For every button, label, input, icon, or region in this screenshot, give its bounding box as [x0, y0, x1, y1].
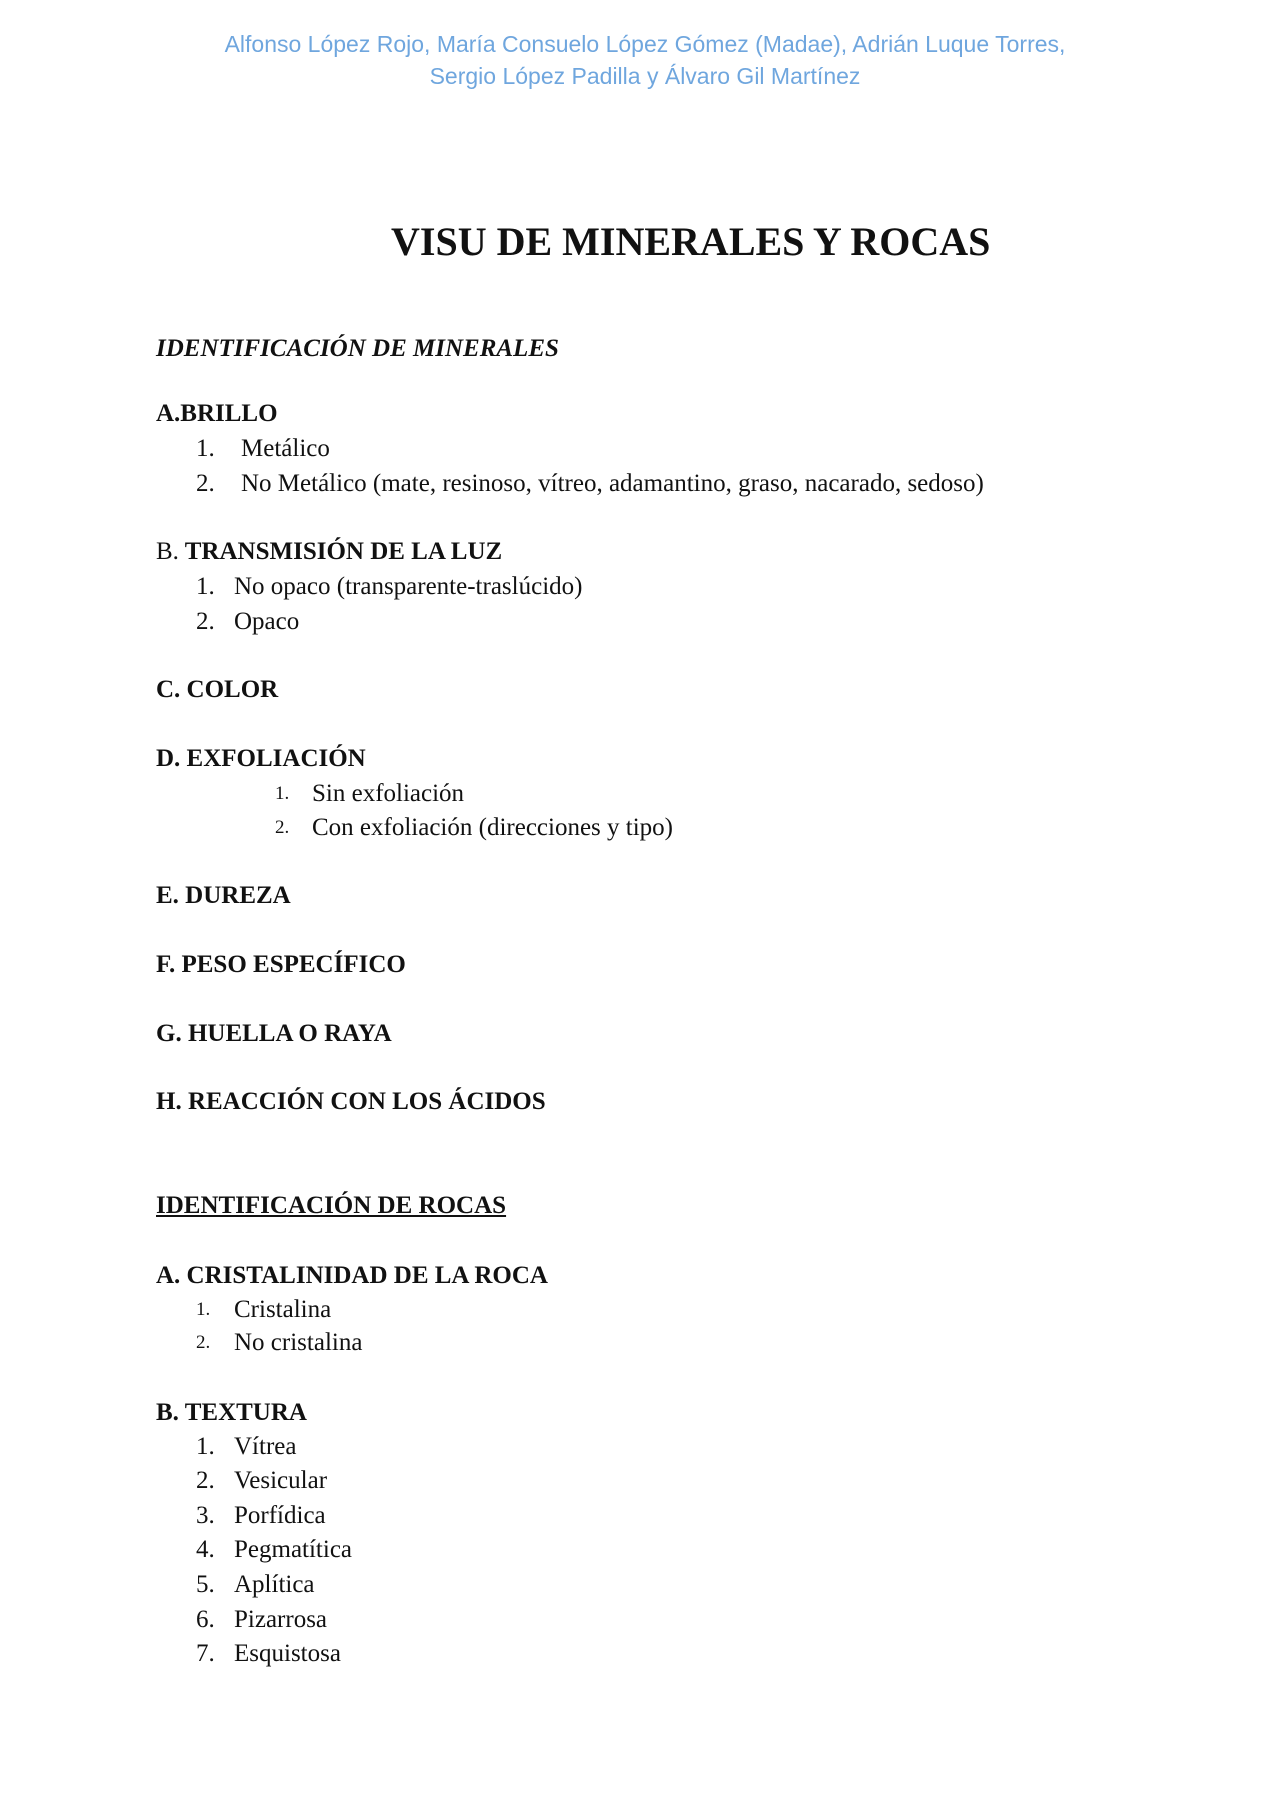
- heading-brillo: A.BRILLO: [156, 400, 278, 427]
- heading-prefix: B.: [156, 538, 179, 565]
- heading-peso-especifico: F. PESO ESPECÍFICO: [156, 951, 406, 978]
- list-number: 2.: [196, 608, 215, 635]
- list-number: 3.: [196, 1502, 215, 1529]
- list-number: 1.: [196, 573, 215, 600]
- list-item: No Metálico (mate, resinoso, vítreo, adamantino, graso, nacarado, sedoso): [241, 470, 984, 497]
- heading-color: C. COLOR: [156, 676, 279, 703]
- list-number: 5.: [196, 1571, 215, 1598]
- list-number: 2.: [196, 1467, 215, 1494]
- list-number: 1.: [196, 1299, 211, 1320]
- heading-transmision: [156, 537, 502, 567]
- list-number: 1.: [196, 1433, 215, 1460]
- authors-line-1: Alfonso López Rojo, María Consuelo López Gómez (Madae), Adrián Luque Torres,: [224, 31, 1066, 57]
- heading-textura: B. TEXTURA: [156, 1399, 307, 1426]
- heading-huella: G. HUELLA O RAYA: [156, 1020, 392, 1047]
- section-heading-minerales: IDENTIFICACIÓN DE MINERALES: [156, 335, 559, 362]
- list-item: Opaco: [234, 608, 300, 635]
- list-item: No opaco (transparente-traslúcido): [234, 573, 583, 600]
- list-number: 7.: [196, 1640, 215, 1667]
- heading-label: TRANSMISIÓN DE LA LUZ: [184, 538, 503, 565]
- heading-exfoliacion: D. EXFOLIACIÓN: [156, 745, 366, 772]
- list-number: 1.: [275, 783, 290, 804]
- list-item: Metálico: [241, 435, 330, 462]
- list-item: Esquistosa: [234, 1640, 341, 1667]
- list-number: 6.: [196, 1606, 215, 1633]
- list-item: Aplítica: [234, 1571, 315, 1598]
- list-item: Cristalina: [234, 1296, 332, 1323]
- list-number: 4.: [196, 1536, 215, 1563]
- list-item: Con exfoliación (direcciones y tipo): [312, 814, 673, 841]
- list-number: 2.: [275, 817, 290, 838]
- heading-cristalinidad: A. CRISTALINIDAD DE LA ROCA: [156, 1262, 548, 1289]
- list-number: 2.: [196, 1332, 211, 1353]
- heading-dureza: E. DUREZA: [156, 882, 291, 909]
- list-item: Sin exfoliación: [312, 780, 465, 807]
- page-title: VISU DE MINERALES Y ROCAS: [391, 219, 991, 264]
- authors-line-2: Sergio López Padilla y Álvaro Gil Martínez: [429, 63, 861, 89]
- heading-reaccion-acidos: H. REACCIÓN CON LOS ÁCIDOS: [156, 1088, 546, 1115]
- list-item: Vítrea: [234, 1433, 297, 1460]
- list-item: Vesicular: [234, 1467, 328, 1494]
- list-item: Pizarrosa: [234, 1606, 328, 1633]
- list-item: Porfídica: [234, 1502, 326, 1529]
- list-item: No cristalina: [234, 1329, 363, 1356]
- section-heading-rocas: IDENTIFICACIÓN DE ROCAS: [156, 1192, 507, 1219]
- list-number: 2.: [196, 470, 215, 497]
- list-item: Pegmatítica: [234, 1536, 353, 1563]
- list-number: 1.: [196, 435, 215, 462]
